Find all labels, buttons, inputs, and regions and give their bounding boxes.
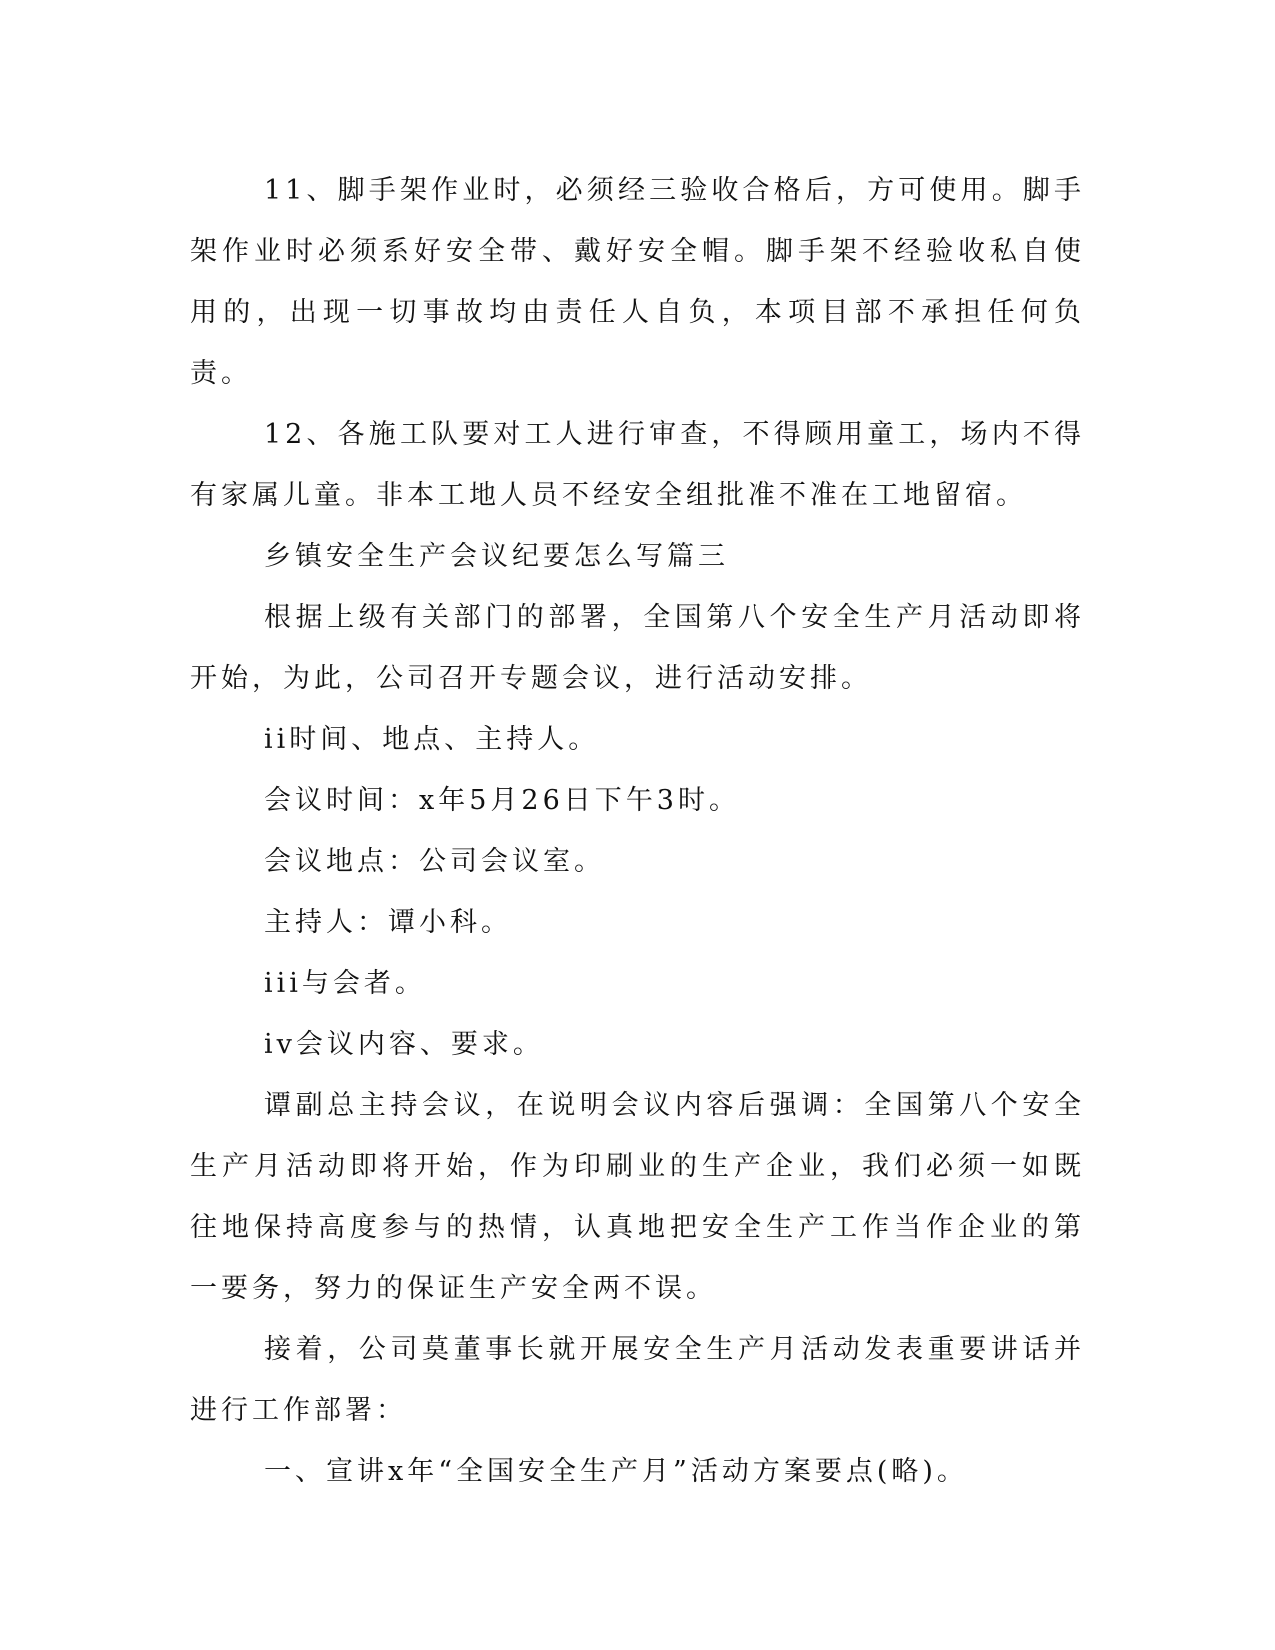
section-title: 乡镇安全生产会议纪要怎么写篇三 — [264, 541, 729, 572]
meeting-host: 主持人：谭小科。 — [264, 907, 512, 938]
subheading-content-requirements: iv会议内容、要求。 — [264, 1029, 544, 1060]
paragraph-item-12: 12、各施工队要对工人进行审查，不得顾用童工，场内不得有家属儿童。非本工地人员不经安全组批准不准在工地留宿。 — [190, 419, 1085, 511]
subheading-time-place-host: ii时间、地点、主持人。 — [264, 724, 600, 755]
subheading-attendees: iii与会者。 — [264, 968, 426, 999]
paragraph-intro: 根据上级有关部门的部署，全国第八个安全生产月活动即将开始，为此，公司召开专题会议，进行活动安排。 — [190, 602, 1085, 694]
paragraph-chairman: 接着，公司莫董事长就开展安全生产月活动发表重要讲话并进行工作部署： — [190, 1334, 1085, 1426]
list-item-one: 一、宣讲x年“全国安全生产月”活动方案要点(略)。 — [264, 1456, 968, 1487]
document-body — [190, 160, 1085, 1502]
meeting-time: 会议时间：x年5月26日下午3时。 — [264, 785, 740, 816]
meeting-place: 会议地点：公司会议室。 — [264, 846, 605, 877]
paragraph-vice-president: 谭副总主持会议，在说明会议内容后强调：全国第八个安全生产月活动即将开始，作为印刷业的生产企业，我们必须一如既往地保持高度参与的热情，认真地把安全生产工作当作企业的第一要务，努力的保证生产安全两不误。 — [190, 1090, 1085, 1304]
paragraph-item-11: 11、脚手架作业时，必须经三验收合格后，方可使用。脚手架作业时必须系好安全带、戴好安全帽。脚手架不经验收私自使用的，出现一切事故均由责任人自负，本项目部不承担任何负责。 — [190, 175, 1085, 389]
